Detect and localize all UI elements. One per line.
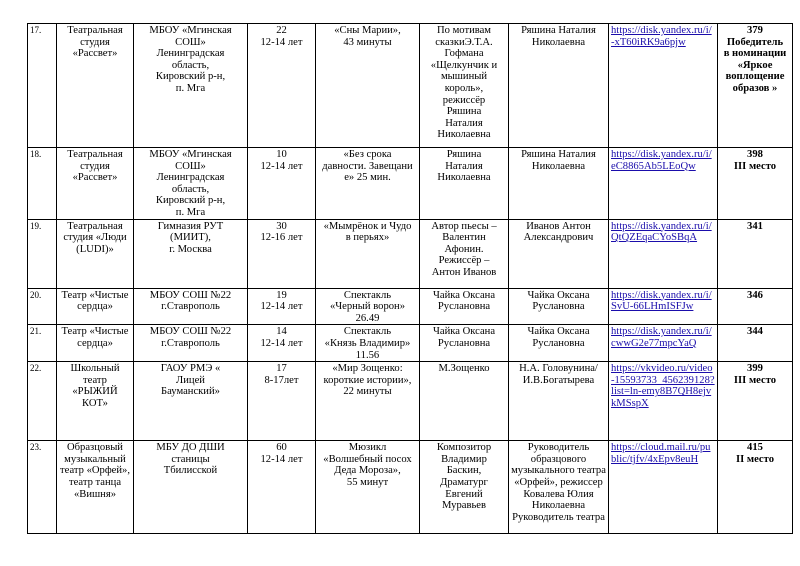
participants-age-cell: 10 12-14 лет: [248, 148, 316, 220]
video-link[interactable]: https://disk.yandex.ru/i/eC8865Ab5LEoQw: [611, 149, 712, 172]
play-author-cell: М.Зощенко: [420, 362, 509, 441]
school-name-cell: Гимназия РУТ (МИИТ), г. Москва: [134, 219, 248, 288]
team-name-cell: Театр «Чистые сердца»: [57, 325, 134, 362]
row-number-cell: 20.: [28, 288, 57, 325]
video-link-cell: [609, 219, 718, 288]
result-score-cell: 415 II место: [718, 441, 793, 534]
table-row: [28, 325, 793, 362]
video-link-cell: [609, 362, 718, 441]
play-title-cell: Спектакль «Князь Владимир» 11.56: [316, 325, 420, 362]
result-score-cell: 399 III место: [718, 362, 793, 441]
team-leader-cell: Ряшина Наталия Николаевна: [509, 24, 609, 148]
play-title-cell: «Без срока давности. Завещани е» 25 мин.: [316, 148, 420, 220]
play-author-cell: Автор пьесы – Валентин Афонин. Режиссёр – Антон Иванов: [420, 219, 509, 288]
row-number-cell: 23.: [28, 441, 57, 534]
team-name-cell: Образцовый музыкальный театр «Орфей», театр танца «Вишня»: [57, 441, 134, 534]
video-link-cell: [609, 148, 718, 220]
row-number-cell: 22.: [28, 362, 57, 441]
team-leader-cell: Иванов Антон Александрович: [509, 219, 609, 288]
participants-age-cell: 14 12-14 лет: [248, 325, 316, 362]
video-link[interactable]: https://vkvideo.ru/video-15593733_456239128?list=ln-emy8B7QH8ejvkMSspX: [611, 363, 715, 409]
table-row: [28, 288, 793, 325]
row-number-cell: 17.: [28, 24, 57, 148]
result-score-cell: 344: [718, 325, 793, 362]
team-name-cell: Театральная студия «Рассвет»: [57, 148, 134, 220]
school-name-cell: ГАОУ РМЭ « Лицей Бауманский»: [134, 362, 248, 441]
play-author-cell: Композитор Владимир Баскин, Драматург Евгений Муравьев: [420, 441, 509, 534]
table-row: [28, 441, 793, 534]
team-name-cell: Театральная студия «Рассвет»: [57, 24, 134, 148]
team-leader-cell: Чайка Оксана Руслановна: [509, 325, 609, 362]
school-name-cell: МБОУ СОШ №22 г.Ставрополь: [134, 325, 248, 362]
result-score-cell: 379 Победитель в номинации «Яркое воплощение образов »: [718, 24, 793, 148]
video-link-cell: [609, 441, 718, 534]
play-title-cell: «Мир Зощенко: короткие истории», 22 минуты: [316, 362, 420, 441]
school-name-cell: МБУ ДО ДШИ станицы Тбилисской: [134, 441, 248, 534]
school-name-cell: МБОУ «Мгинская СОШ» Ленинградская область, Кировский р-н, п. Мга: [134, 148, 248, 220]
result-score-cell: 398 III место: [718, 148, 793, 220]
video-link[interactable]: https://disk.yandex.ru/i/cwwG2e77mpcYaQ: [611, 326, 712, 349]
result-score-cell: 341: [718, 219, 793, 288]
result-score-cell: 346: [718, 288, 793, 325]
play-title-cell: Спектакль «Черный ворон» 26.49: [316, 288, 420, 325]
participants-age-cell: 19 12-14 лет: [248, 288, 316, 325]
team-name-cell: Театр «Чистые сердца»: [57, 288, 134, 325]
team-name-cell: Театральная студия «Люди (LUDI)»: [57, 219, 134, 288]
video-link-cell: [609, 288, 718, 325]
play-author-cell: Чайка Оксана Руслановна: [420, 288, 509, 325]
row-number-cell: 18.: [28, 148, 57, 220]
play-title-cell: Мюзикл «Волшебный посох Деда Мороза», 55 минут: [316, 441, 420, 534]
table-row: [28, 362, 793, 441]
row-number-cell: 21.: [28, 325, 57, 362]
video-link-cell: [609, 325, 718, 362]
video-link[interactable]: https://cloud.mail.ru/public/tjfv/4xEpv8euH: [611, 442, 711, 465]
school-name-cell: МБОУ СОШ №22 г.Ставрополь: [134, 288, 248, 325]
team-leader-cell: Чайка Оксана Руслановна: [509, 288, 609, 325]
play-author-cell: Чайка Оксана Руслановна: [420, 325, 509, 362]
play-author-cell: По мотивам сказкиЭ.Т.А. Гофмана «Щелкунчик и мышиный король», режиссёр Ряшина Наталия Николаевна: [420, 24, 509, 148]
table-row: [28, 24, 793, 148]
video-link-cell: [609, 24, 718, 148]
participants-age-cell: 17 8-17лет: [248, 362, 316, 441]
table-body: [28, 24, 793, 534]
participants-age-cell: 60 12-14 лет: [248, 441, 316, 534]
play-title-cell: «Сны Марии», 43 минуты: [316, 24, 420, 148]
video-link[interactable]: https://disk.yandex.ru/i/QtQZEqaCYoSBqA: [611, 220, 712, 244]
video-link[interactable]: https://disk.yandex.ru/i/-xT60iRK9a6pjw: [611, 25, 712, 48]
video-link[interactable]: https://disk.yandex.ru/i/SvU-66LHmISFJw: [611, 289, 712, 313]
team-leader-cell: Руководитель образцового музыкального театра «Орфей», режиссер Ковалева Юлия Николаевна Руководитель театра: [509, 441, 609, 534]
school-name-cell: МБОУ «Мгинская СОШ» Ленинградская область, Кировский р-н, п. Мга: [134, 24, 248, 148]
row-number-cell: 19.: [28, 219, 57, 288]
table-row: [28, 148, 793, 220]
team-leader-cell: Н.А. Головунина/ И.В.Богатырева: [509, 362, 609, 441]
table-row: [28, 219, 793, 288]
results-table: [27, 23, 793, 534]
team-leader-cell: Ряшина Наталия Николаевна: [509, 148, 609, 220]
play-author-cell: Ряшина Наталия Николаевна: [420, 148, 509, 220]
participants-age-cell: 22 12-14 лет: [248, 24, 316, 148]
play-title-cell: «Мымрёнок и Чудо в перьях»: [316, 219, 420, 288]
participants-age-cell: 30 12-16 лет: [248, 219, 316, 288]
team-name-cell: Школьный театр «РЫЖИЙ КОТ»: [57, 362, 134, 441]
